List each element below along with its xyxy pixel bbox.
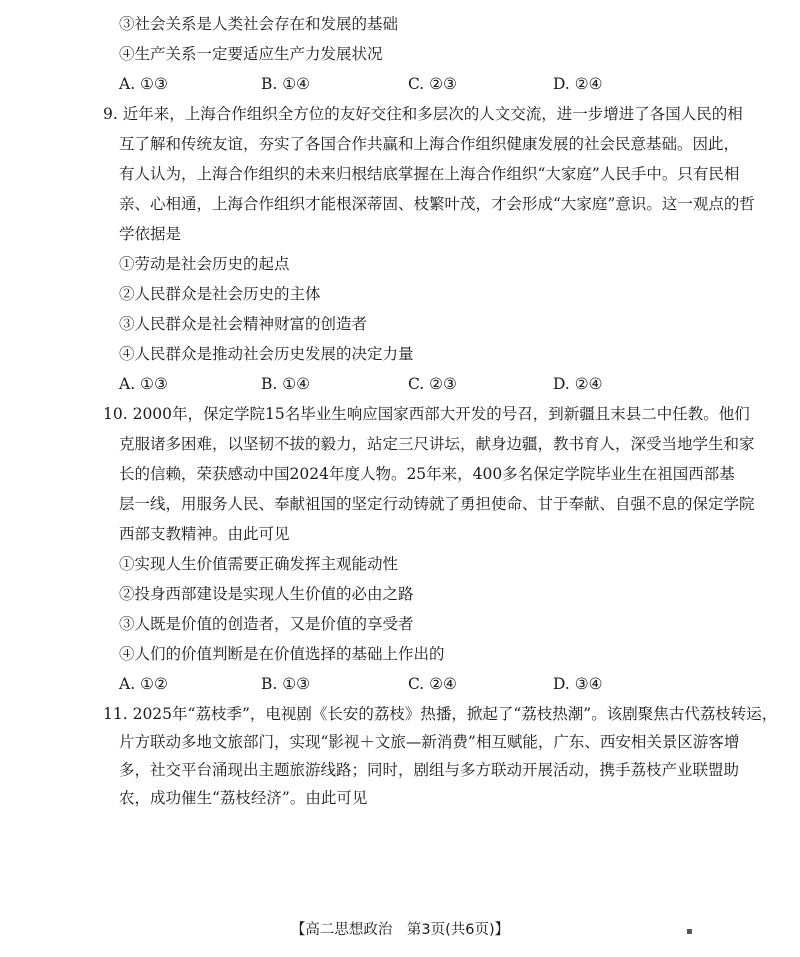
- question-11-stem: 片方联动多地文旅部门，实现“影视＋文旅—新消费”相互赋能，广东、西安相关景区游客增: [119, 733, 740, 751]
- option-c: C. ②③: [408, 375, 457, 393]
- question-9-stem: 学依据是: [119, 225, 182, 243]
- question-10-stem: 克服诸多困难，以坚韧不拔的毅力，站定三尺讲坛，献身边疆，教书育人，深受当地学生和家: [119, 435, 755, 453]
- choice-item: ④人们的价值判断是在价值选择的基础上作出的: [119, 645, 445, 663]
- question-10-stem: 西部支教精神。由此可见: [119, 525, 290, 543]
- choice-item: ①实现人生价值需要正确发挥主观能动性: [119, 555, 399, 573]
- option-b: B. ①③: [261, 675, 311, 693]
- choice-item: ②投身西部建设是实现人生价值的必由之路: [119, 585, 414, 603]
- choice-item: ④人民群众是推动社会历史发展的决定力量: [119, 345, 414, 363]
- option-d: D. ②④: [553, 75, 603, 93]
- option-d: D. ②④: [553, 375, 603, 393]
- choice-item: ③人民群众是社会精神财富的创造者: [119, 315, 368, 333]
- question-11-stem: 多，社交平台涌现出主题旅游线路；同时，剧组与多方联动开展活动，携手荔枝产业联盟助: [119, 761, 740, 779]
- question-10-stem: 层一线，用服务人民、奉献祖国的坚定行动铸就了勇担使命、甘于奉献、自强不息的保定学院: [119, 495, 755, 513]
- option-c: C. ②④: [408, 675, 457, 693]
- answer-options: [119, 74, 679, 94]
- option-b: B. ①④: [261, 375, 311, 393]
- choice-item: ①劳动是社会历史的起点: [119, 255, 290, 273]
- option-d: D. ③④: [553, 675, 603, 693]
- question-9-stem: 9. 近年来，上海合作组织全方位的友好交往和多层次的人文交流，进一步增进了各国人民的相: [103, 105, 743, 123]
- question-9-stem: 互了解和传统友谊，夯实了各国合作共赢和上海合作组织健康发展的社会民意基础。因此，: [119, 135, 740, 153]
- option-c: C. ②③: [408, 75, 457, 93]
- question-9-stem: 有人认为，上海合作组织的未来归根结底掌握在上海合作组织“大家庭”人民手中。只有民相: [119, 165, 740, 183]
- choice-item: ④生产关系一定要适应生产力发展状况: [119, 45, 383, 63]
- answer-options: [119, 374, 679, 394]
- corner-mark: ▪: [686, 926, 693, 937]
- option-a: A. ①③: [119, 375, 168, 393]
- option-b: B. ①④: [261, 75, 311, 93]
- option-a: A. ①③: [119, 75, 168, 93]
- answer-options: [119, 674, 679, 694]
- question-10-stem: 长的信赖，荣获感动中国2024年度人物。25年来，400多名保定学院毕业生在祖国西部基: [119, 465, 735, 483]
- choice-item: ③社会关系是人类社会存在和发展的基础: [119, 15, 399, 33]
- question-11-stem: 11. 2025年“荔枝季”，电视剧《长安的荔枝》热播，掀起了“荔枝热潮”。该剧聚焦古代荔枝转运，: [103, 705, 778, 723]
- choice-item: ③人既是价值的创造者，又是价值的享受者: [119, 615, 414, 633]
- question-9-stem: 亲、心相通，上海合作组织才能根深蒂固、枝繁叶茂，才会形成“大家庭”意识。这一观点的哲: [119, 195, 755, 213]
- choice-item: ②人民群众是社会历史的主体: [119, 285, 321, 303]
- question-10-stem: 10. 2000年，保定学院15名毕业生响应国家西部大开发的号召，到新疆且末县二中任教。他们: [103, 405, 750, 423]
- option-a: A. ①②: [119, 675, 168, 693]
- question-11-stem: 农，成功催生“荔枝经济”。由此可见: [119, 789, 368, 807]
- page-footer: 【高二思想政治 第3页(共6页)】: [290, 922, 510, 938]
